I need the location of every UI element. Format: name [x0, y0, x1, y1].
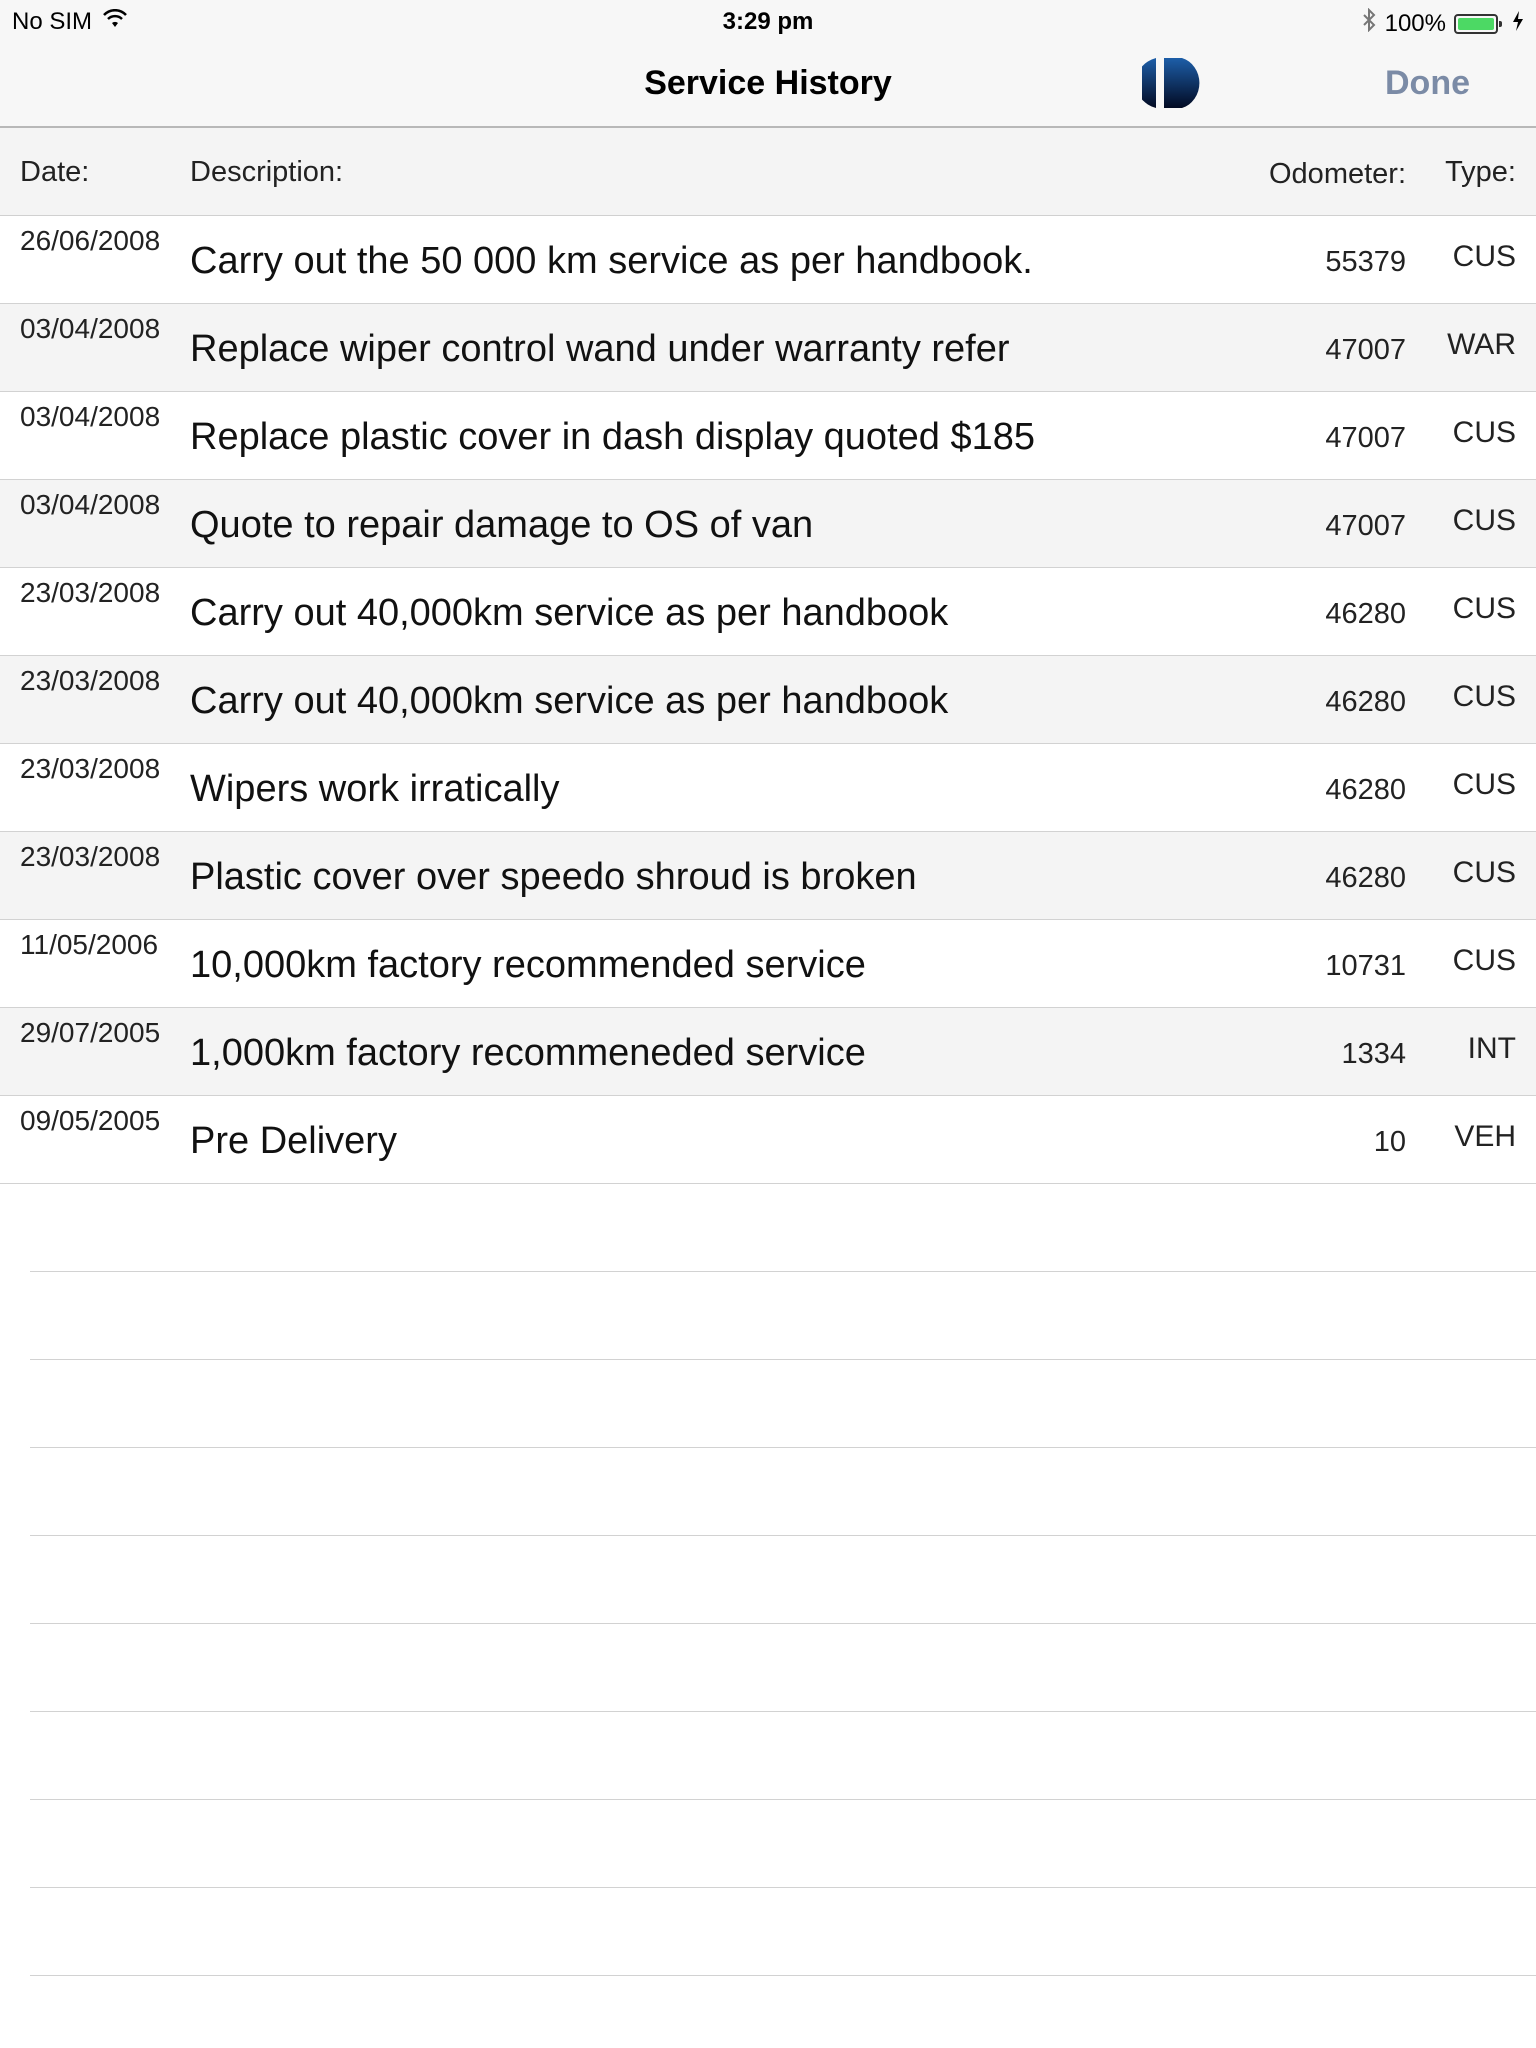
- row-description: Carry out 40,000km service as per handbook: [190, 592, 949, 634]
- table-row[interactable]: [0, 216, 1536, 304]
- row-description: Carry out the 50 000 km service as per handbook.: [190, 240, 1033, 282]
- row-date: 29/07/2005: [20, 1017, 161, 1048]
- column-header-type: Type:: [1445, 156, 1516, 188]
- row-odometer: 10: [1373, 1126, 1406, 1158]
- bluetooth-icon: [1361, 8, 1377, 39]
- empty-row-separator: [30, 1712, 1536, 1800]
- page-title: Service History: [644, 64, 892, 102]
- row-description: Carry out 40,000km service as per handbook: [190, 680, 949, 722]
- column-header-row: [0, 128, 1536, 216]
- empty-row-separator: [30, 1272, 1536, 1360]
- row-type: CUS: [1452, 680, 1516, 713]
- empty-row-separator: [30, 1184, 1536, 1272]
- service-history-table: [0, 216, 1536, 1184]
- row-type: CUS: [1452, 944, 1516, 977]
- row-description: Plastic cover over speedo shroud is broken: [190, 856, 917, 898]
- row-type: VEH: [1454, 1120, 1516, 1153]
- row-description: Quote to repair damage to OS of van: [190, 504, 814, 546]
- row-description: 10,000km factory recommended service: [190, 944, 866, 986]
- carrier-label: No SIM: [12, 8, 93, 35]
- empty-row-separator: [30, 1624, 1536, 1712]
- empty-row-separator: [30, 1536, 1536, 1624]
- row-description: Wipers work irratically: [190, 768, 560, 810]
- row-description: Replace plastic cover in dash display quoted $185: [190, 416, 1035, 458]
- row-type: CUS: [1452, 504, 1516, 537]
- row-date: 03/04/2008: [20, 489, 161, 520]
- row-odometer: 46280: [1325, 686, 1406, 718]
- row-description: 1,000km factory recommeneded service: [190, 1032, 866, 1074]
- row-date: 03/04/2008: [20, 313, 161, 344]
- done-button[interactable]: Done: [1385, 64, 1470, 102]
- status-bar: [0, 0, 1536, 42]
- table-row[interactable]: [0, 1008, 1536, 1096]
- row-type: CUS: [1452, 768, 1516, 801]
- row-description: Replace wiper control wand under warranty refer: [190, 328, 1010, 370]
- row-odometer: 10731: [1325, 950, 1406, 982]
- row-date: 11/05/2006: [20, 929, 159, 960]
- empty-row-separator: [30, 1360, 1536, 1448]
- empty-table-area: [30, 1184, 1536, 1976]
- table-row[interactable]: [0, 656, 1536, 744]
- charging-icon: [1512, 10, 1524, 38]
- row-type: CUS: [1452, 856, 1516, 889]
- table-row[interactable]: [0, 920, 1536, 1008]
- table-row[interactable]: [0, 480, 1536, 568]
- row-date: 23/03/2008: [20, 577, 161, 608]
- row-date: 03/04/2008: [20, 401, 161, 432]
- row-odometer: 47007: [1325, 510, 1406, 542]
- row-date: 23/03/2008: [20, 841, 161, 872]
- row-odometer: 46280: [1325, 598, 1406, 630]
- column-header-date: Date:: [20, 156, 90, 188]
- row-date: 09/05/2005: [20, 1105, 161, 1136]
- battery-percent: 100%: [1384, 9, 1446, 37]
- row-date: 23/03/2008: [20, 753, 161, 784]
- battery-fill: [1458, 18, 1494, 30]
- brand-logo-icon: [1142, 54, 1206, 112]
- row-type: CUS: [1452, 416, 1516, 449]
- table-row[interactable]: [0, 304, 1536, 392]
- table-row[interactable]: [0, 832, 1536, 920]
- row-odometer: 55379: [1325, 246, 1406, 278]
- row-type: INT: [1467, 1032, 1516, 1065]
- row-type: CUS: [1452, 592, 1516, 625]
- row-date: 26/06/2008: [20, 225, 161, 256]
- empty-row-separator: [30, 1888, 1536, 1976]
- column-header-description: Description:: [190, 156, 344, 188]
- table-row[interactable]: [0, 568, 1536, 656]
- row-odometer: 46280: [1325, 862, 1406, 894]
- status-right: [1361, 8, 1524, 39]
- row-odometer: 47007: [1325, 334, 1406, 366]
- table-row[interactable]: [0, 392, 1536, 480]
- clock: 3:29 pm: [722, 8, 814, 35]
- table-row[interactable]: [0, 744, 1536, 832]
- row-type: CUS: [1452, 240, 1516, 273]
- row-odometer: 46280: [1325, 774, 1406, 806]
- row-type: WAR: [1447, 328, 1516, 361]
- empty-row-separator: [30, 1800, 1536, 1888]
- row-odometer: 47007: [1325, 422, 1406, 454]
- empty-row-separator: [30, 1448, 1536, 1536]
- row-date: 23/03/2008: [20, 665, 161, 696]
- battery-icon: [1454, 14, 1498, 34]
- row-description: Pre Delivery: [190, 1120, 397, 1162]
- navigation-bar: [0, 42, 1536, 128]
- row-odometer: 1334: [1341, 1038, 1406, 1070]
- table-row[interactable]: [0, 1096, 1536, 1184]
- column-header-odometer: Odometer:: [1269, 158, 1406, 190]
